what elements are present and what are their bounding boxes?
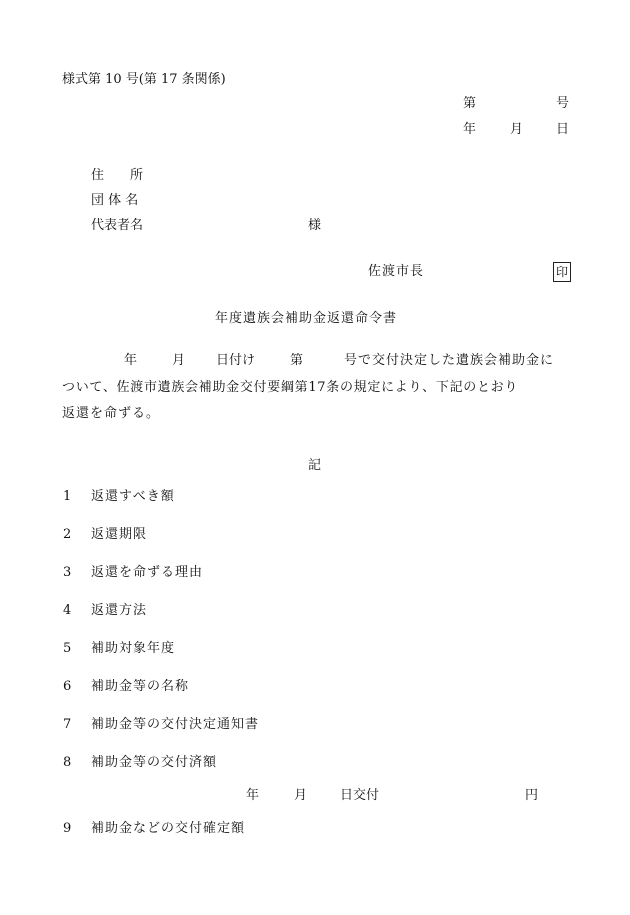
list-item: [0, 717, 630, 733]
item-number: 7: [63, 717, 72, 732]
body-line2: ついて、佐渡市遺族会補助金交付要綱第17条の規定により、下記のとおり: [62, 380, 519, 395]
item-number: 6: [63, 679, 72, 694]
item-number: 5: [63, 641, 72, 656]
list-item: [0, 641, 630, 657]
form-identifier: 様式第 10 号(第 17 条関係): [62, 72, 226, 87]
seal-mark: 印: [553, 262, 571, 282]
item-number: 4: [63, 603, 72, 618]
date-year: 年: [463, 122, 477, 137]
item-number: 8: [63, 755, 72, 770]
issuer-name: 佐渡市長: [368, 264, 425, 279]
list-item: [0, 527, 630, 543]
doc-number-prefix: 第: [463, 96, 477, 111]
item8-yen: 円: [525, 788, 539, 803]
body-line1-rest: 号で交付決定した遺族会補助金に: [344, 353, 555, 368]
item-label: 補助金などの交付確定額: [91, 821, 246, 836]
body-no-prefix: 第: [290, 353, 304, 368]
ki-heading: 記: [308, 458, 322, 473]
item-label: 補助金等の交付決定通知書: [91, 717, 260, 732]
item-label: 返還すべき額: [91, 489, 175, 504]
item-number: 2: [63, 527, 72, 542]
date-month: 月: [510, 122, 524, 137]
list-item: [0, 565, 630, 581]
group-name-label: 団 体 名: [91, 193, 139, 208]
item-label: 補助金等の交付済額: [91, 755, 218, 770]
address-label: 住 所: [91, 168, 144, 183]
list-item: [0, 755, 630, 771]
date-day: 日: [556, 122, 570, 137]
body-line3: 返還を命ずる。: [62, 406, 161, 421]
doc-number-suffix: 号: [556, 96, 570, 111]
item8-day: 日交付: [340, 788, 380, 803]
body-month: 月: [172, 353, 186, 368]
item-label: 補助金等の名称: [91, 679, 190, 694]
document-title: 年度遺族会補助金返還命令書: [215, 311, 398, 326]
body-day: 日付け: [216, 353, 256, 368]
item8-year: 年: [246, 788, 260, 803]
list-item: [0, 489, 630, 505]
item-label: 補助対象年度: [91, 641, 176, 656]
body-year: 年: [124, 353, 138, 368]
item-label: 返還を命ずる理由: [91, 565, 204, 580]
list-item: [0, 821, 630, 837]
item-number: 3: [63, 565, 72, 580]
list-item: [0, 679, 630, 695]
item8-month: 月: [294, 788, 308, 803]
item-label: 返還期限: [91, 527, 148, 542]
item-label: 返還方法: [91, 603, 148, 618]
item-number: 1: [63, 489, 72, 504]
item-number: 9: [63, 821, 72, 836]
list-item: [0, 603, 630, 619]
honorific: 様: [308, 218, 322, 233]
representative-label: 代表者名: [91, 218, 144, 233]
